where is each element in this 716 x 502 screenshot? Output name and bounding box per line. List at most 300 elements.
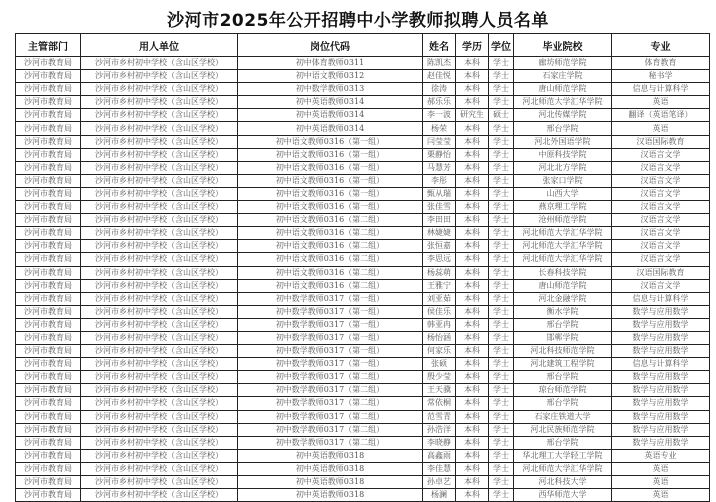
education-cell: 本科 [456,187,489,200]
education-cell: 本科 [456,148,489,161]
department-cell: 沙河市教育局 [16,476,81,489]
name-cell: 张佳雪 [423,201,456,214]
table-row [16,122,710,135]
education-cell: 本科 [456,201,489,214]
education-cell: 本科 [456,214,489,227]
degree-cell: 学士 [489,279,514,292]
table-row [16,161,710,174]
employer-cell: 沙河市乡村初中学校（含山区学校） [81,70,238,83]
department-cell: 沙河市教育局 [16,279,81,292]
candidate-table [15,33,710,502]
school-cell: 河北师范大学汇华学院 [514,253,612,266]
school-cell: 河北建筑工程学院 [514,358,612,371]
table-row [16,331,710,344]
position-code-cell: 初中语文教师0316（第一组） [238,187,423,200]
table-row [16,410,710,423]
major-cell: 数学与应用数学 [612,345,710,358]
employer-cell: 沙河市乡村初中学校（含山区学校） [81,279,238,292]
education-cell: 本科 [456,253,489,266]
position-code-cell: 初中数学教师0313 [238,83,423,96]
degree-cell: 学士 [489,96,514,109]
position-code-cell: 初中英语教师0318 [238,489,423,502]
name-cell: 栗静怡 [423,148,456,161]
employer-cell: 沙河市乡村初中学校（含山区学校） [81,305,238,318]
degree-cell: 学士 [489,358,514,371]
education-cell: 本科 [456,423,489,436]
degree-cell: 学士 [489,253,514,266]
header-major: 专业 [612,34,710,57]
degree-cell: 学士 [489,122,514,135]
department-cell: 沙河市教育局 [16,57,81,70]
school-cell: 河北师范大学汇华学院 [514,240,612,253]
employer-cell: 沙河市乡村初中学校（含山区学校） [81,318,238,331]
table-row [16,384,710,397]
degree-cell: 学士 [489,397,514,410]
position-code-cell: 初中数学教师0317（第一组） [238,292,423,305]
employer-cell: 沙河市乡村初中学校（含山区学校） [81,410,238,423]
education-cell: 本科 [456,161,489,174]
education-cell: 本科 [456,240,489,253]
position-code-cell: 初中语文教师0316（第一组） [238,174,423,187]
name-cell: 李思远 [423,253,456,266]
major-cell: 信息与计算科学 [612,358,710,371]
department-cell: 沙河市教育局 [16,187,81,200]
employer-cell: 沙河市乡村初中学校（含山区学校） [81,187,238,200]
degree-cell: 学士 [489,436,514,449]
education-cell: 本科 [456,227,489,240]
department-cell: 沙河市教育局 [16,436,81,449]
degree-cell: 学士 [489,214,514,227]
department-cell: 沙河市教育局 [16,240,81,253]
table-row [16,423,710,436]
education-cell: 本科 [456,345,489,358]
major-cell: 汉语言文学 [612,279,710,292]
name-cell: 李佳慧 [423,462,456,475]
education-cell: 本科 [456,436,489,449]
school-cell: 石家庄铁道大学 [514,410,612,423]
degree-cell: 学士 [489,462,514,475]
school-cell: 沧州师范学院 [514,214,612,227]
school-cell: 唐山师范学院 [514,83,612,96]
table-row [16,292,710,305]
name-cell: 赵佳悦 [423,70,456,83]
table-row [16,371,710,384]
major-cell: 英语 [612,96,710,109]
degree-cell: 学士 [489,449,514,462]
education-cell: 本科 [456,279,489,292]
header-education: 学历 [456,34,489,57]
education-cell: 本科 [456,174,489,187]
name-cell: 闫莹莹 [423,135,456,148]
name-cell: 侯佳乐 [423,305,456,318]
school-cell: 河北师范大学汇华学院 [514,227,612,240]
table-row [16,83,710,96]
department-cell: 沙河市教育局 [16,318,81,331]
department-cell: 沙河市教育局 [16,384,81,397]
department-cell: 沙河市教育局 [16,148,81,161]
degree-cell: 学士 [489,135,514,148]
employer-cell: 沙河市乡村初中学校（含山区学校） [81,462,238,475]
employer-cell: 沙河市乡村初中学校（含山区学校） [81,489,238,502]
degree-cell: 学士 [489,148,514,161]
table-row [16,397,710,410]
department-cell: 沙河市教育局 [16,410,81,423]
employer-cell: 沙河市乡村初中学校（含山区学校） [81,201,238,214]
name-cell: 张恒嘉 [423,240,456,253]
degree-cell: 学士 [489,318,514,331]
position-code-cell: 初中语文教师0316（第一组） [238,135,423,148]
school-cell: 邢台学院 [514,318,612,331]
education-cell: 本科 [456,83,489,96]
table-row [16,305,710,318]
table-header-row [16,34,710,57]
education-cell: 本科 [456,476,489,489]
name-cell: 王雅宁 [423,279,456,292]
major-cell: 汉语言文学 [612,240,710,253]
employer-cell: 沙河市乡村初中学校（含山区学校） [81,331,238,344]
school-cell: 河北科技师范学院 [514,345,612,358]
position-code-cell: 初中语文教师0316（第一组） [238,161,423,174]
education-cell: 本科 [456,449,489,462]
degree-cell: 学士 [489,371,514,384]
table-row [16,462,710,475]
school-cell: 华北理工大学轻工学院 [514,449,612,462]
school-cell: 河北金融学院 [514,292,612,305]
department-cell: 沙河市教育局 [16,371,81,384]
table-row [16,240,710,253]
table-row [16,187,710,200]
department-cell: 沙河市教育局 [16,135,81,148]
school-cell: 邢台学院 [514,371,612,384]
header-employer: 用人单位 [81,34,238,57]
degree-cell: 学士 [489,240,514,253]
major-cell: 数学与应用数学 [612,331,710,344]
degree-cell: 学士 [489,384,514,397]
education-cell: 本科 [456,135,489,148]
degree-cell: 学士 [489,70,514,83]
education-cell: 本科 [456,318,489,331]
department-cell: 沙河市教育局 [16,122,81,135]
table-row [16,57,710,70]
employer-cell: 沙河市乡村初中学校（含山区学校） [81,109,238,122]
major-cell: 汉语言文学 [612,201,710,214]
position-code-cell: 初中语文教师0316（第二组） [238,253,423,266]
employer-cell: 沙河市乡村初中学校（含山区学校） [81,83,238,96]
major-cell: 数学与应用数学 [612,318,710,331]
employer-cell: 沙河市乡村初中学校（含山区学校） [81,397,238,410]
major-cell: 数学与应用数学 [612,410,710,423]
name-cell: 张硕 [423,358,456,371]
name-cell: 甄从瑞 [423,187,456,200]
degree-cell: 学士 [489,410,514,423]
education-cell: 本科 [456,292,489,305]
name-cell: 李一波 [423,109,456,122]
school-cell: 燕京理工学院 [514,201,612,214]
department-cell: 沙河市教育局 [16,227,81,240]
degree-cell: 学士 [489,174,514,187]
position-code-cell: 初中数学教师0317（第一组） [238,318,423,331]
education-cell: 本科 [456,489,489,502]
department-cell: 沙河市教育局 [16,83,81,96]
position-code-cell: 初中语文教师0316（第一组） [238,201,423,214]
school-cell: 石家庄学院 [514,70,612,83]
department-cell: 沙河市教育局 [16,345,81,358]
table-row [16,96,710,109]
employer-cell: 沙河市乡村初中学校（含山区学校） [81,292,238,305]
major-cell: 信息与计算科学 [612,292,710,305]
position-code-cell: 初中数学教师0317（第二组） [238,410,423,423]
table-row [16,345,710,358]
education-cell: 研究生 [456,109,489,122]
department-cell: 沙河市教育局 [16,266,81,279]
employer-cell: 沙河市乡村初中学校（含山区学校） [81,174,238,187]
table-row [16,227,710,240]
table-row [16,266,710,279]
employer-cell: 沙河市乡村初中学校（含山区学校） [81,148,238,161]
degree-cell: 学士 [489,201,514,214]
name-cell: 陈凯杰 [423,57,456,70]
position-code-cell: 初中语文教师0316（第二组） [238,266,423,279]
name-cell: 韩亚冉 [423,318,456,331]
school-cell: 河北北方学院 [514,161,612,174]
name-cell: 孙卓艺 [423,476,456,489]
table-row [16,358,710,371]
position-code-cell: 初中数学教师0317（第二组） [238,371,423,384]
education-cell: 本科 [456,266,489,279]
education-cell: 本科 [456,331,489,344]
name-cell: 何家乐 [423,345,456,358]
school-cell: 张家口学院 [514,174,612,187]
major-cell: 数学与应用数学 [612,397,710,410]
major-cell: 汉语言文学 [612,253,710,266]
employer-cell: 沙河市乡村初中学校（含山区学校） [81,135,238,148]
education-cell: 本科 [456,122,489,135]
school-cell: 廊坊师范学院 [514,57,612,70]
department-cell: 沙河市教育局 [16,449,81,462]
position-code-cell: 初中数学教师0317（第二组） [238,423,423,436]
header-name: 姓名 [423,34,456,57]
table-row [16,476,710,489]
name-cell: 杨蕊萌 [423,266,456,279]
name-cell: 马慧芳 [423,161,456,174]
employer-cell: 沙河市乡村初中学校（含山区学校） [81,449,238,462]
position-code-cell: 初中英语教师0314 [238,109,423,122]
table-body [16,57,710,502]
major-cell: 数学与应用数学 [612,305,710,318]
degree-cell: 学士 [489,345,514,358]
employer-cell: 沙河市乡村初中学校（含山区学校） [81,253,238,266]
education-cell: 本科 [456,358,489,371]
school-cell: 河北外国语学院 [514,135,612,148]
position-code-cell: 初中英语教师0314 [238,96,423,109]
education-cell: 本科 [456,462,489,475]
employer-cell: 沙河市乡村初中学校（含山区学校） [81,122,238,135]
major-cell: 数学与应用数学 [612,371,710,384]
name-cell: 殷少莹 [423,371,456,384]
table-row [16,135,710,148]
employer-cell: 沙河市乡村初中学校（含山区学校） [81,161,238,174]
school-cell: 邢台学院 [514,397,612,410]
name-cell: 杨怡涵 [423,331,456,344]
position-code-cell: 初中语文教师0316（第二组） [238,279,423,292]
employer-cell: 沙河市乡村初中学校（含山区学校） [81,240,238,253]
table-row [16,70,710,83]
name-cell: 高鑫雨 [423,449,456,462]
degree-cell: 学士 [489,489,514,502]
department-cell: 沙河市教育局 [16,174,81,187]
department-cell: 沙河市教育局 [16,201,81,214]
degree-cell: 学士 [489,476,514,489]
school-cell: 河北师范大学汇华学院 [514,462,612,475]
education-cell: 本科 [456,410,489,423]
employer-cell: 沙河市乡村初中学校（含山区学校） [81,384,238,397]
position-code-cell: 初中数学教师0317（第二组） [238,384,423,397]
position-code-cell: 初中语文教师0312 [238,70,423,83]
major-cell: 体育教育 [612,57,710,70]
name-cell: 杨荣 [423,122,456,135]
school-cell: 邢台学院 [514,122,612,135]
department-cell: 沙河市教育局 [16,358,81,371]
name-cell: 王天骥 [423,384,456,397]
degree-cell: 学士 [489,423,514,436]
table-row [16,449,710,462]
education-cell: 本科 [456,70,489,83]
major-cell: 汉语国际教育 [612,135,710,148]
name-cell: 常依桐 [423,397,456,410]
header-department: 主管部门 [16,34,81,57]
major-cell: 汉语言文学 [612,227,710,240]
major-cell: 数学与应用数学 [612,423,710,436]
department-cell: 沙河市教育局 [16,96,81,109]
position-code-cell: 初中语文教师0316（第二组） [238,227,423,240]
education-cell: 本科 [456,371,489,384]
degree-cell: 学士 [489,187,514,200]
school-cell: 河北师范大学汇华学院 [514,96,612,109]
name-cell: 林婕婕 [423,227,456,240]
header-school: 毕业院校 [514,34,612,57]
school-cell: 琼台师范学院 [514,384,612,397]
degree-cell: 学士 [489,83,514,96]
school-cell: 西华师范大学 [514,489,612,502]
name-cell: 刘亚茹 [423,292,456,305]
table-row [16,253,710,266]
major-cell: 英语专业 [612,449,710,462]
position-code-cell: 初中英语教师0318 [238,476,423,489]
degree-cell: 学士 [489,57,514,70]
major-cell: 数学与应用数学 [612,384,710,397]
school-cell: 唐山师范学院 [514,279,612,292]
degree-cell: 学士 [489,305,514,318]
header-position-code: 岗位代码 [238,34,423,57]
department-cell: 沙河市教育局 [16,423,81,436]
header-degree: 学位 [489,34,514,57]
table-row [16,109,710,122]
department-cell: 沙河市教育局 [16,70,81,83]
major-cell: 汉语言文学 [612,187,710,200]
degree-cell: 学士 [489,266,514,279]
table-row [16,148,710,161]
department-cell: 沙河市教育局 [16,253,81,266]
major-cell: 汉语言文学 [612,174,710,187]
major-cell: 英语 [612,476,710,489]
degree-cell: 学士 [489,161,514,174]
table-row [16,201,710,214]
department-cell: 沙河市教育局 [16,305,81,318]
position-code-cell: 初中数学教师0317（第二组） [238,397,423,410]
major-cell: 汉语国际教育 [612,266,710,279]
table-row [16,436,710,449]
position-code-cell: 初中数学教师0317（第一组） [238,331,423,344]
position-code-cell: 初中数学教师0317（第一组） [238,358,423,371]
table-row [16,214,710,227]
department-cell: 沙河市教育局 [16,462,81,475]
major-cell: 信息与计算科学 [612,83,710,96]
employer-cell: 沙河市乡村初中学校（含山区学校） [81,371,238,384]
major-cell: 英语 [612,462,710,475]
employer-cell: 沙河市乡村初中学校（含山区学校） [81,423,238,436]
position-code-cell: 初中英语教师0318 [238,449,423,462]
position-code-cell: 初中数学教师0317（第一组） [238,305,423,318]
school-cell: 中原科技学院 [514,148,612,161]
name-cell: 徐涛 [423,83,456,96]
employer-cell: 沙河市乡村初中学校（含山区学校） [81,227,238,240]
major-cell: 数学与应用数学 [612,436,710,449]
school-cell: 长春科技学院 [514,266,612,279]
name-cell: 郝乐乐 [423,96,456,109]
table-row [16,318,710,331]
major-cell: 汉语言文学 [612,161,710,174]
name-cell: 孙浩洋 [423,423,456,436]
employer-cell: 沙河市乡村初中学校（含山区学校） [81,96,238,109]
school-cell: 邢台学院 [514,436,612,449]
employer-cell: 沙河市乡村初中学校（含山区学校） [81,358,238,371]
department-cell: 沙河市教育局 [16,161,81,174]
position-code-cell: 初中英语教师0314 [238,122,423,135]
major-cell: 英语 [612,489,710,502]
position-code-cell: 初中英语教师0318 [238,462,423,475]
degree-cell: 学士 [489,292,514,305]
department-cell: 沙河市教育局 [16,109,81,122]
major-cell: 翻译（英语笔译） [612,109,710,122]
school-cell: 山西大学 [514,187,612,200]
education-cell: 本科 [456,397,489,410]
employer-cell: 沙河市乡村初中学校（含山区学校） [81,345,238,358]
employer-cell: 沙河市乡村初中学校（含山区学校） [81,436,238,449]
school-cell: 河北民族师范学院 [514,423,612,436]
education-cell: 本科 [456,384,489,397]
position-code-cell: 初中数学教师0317（第一组） [238,345,423,358]
department-cell: 沙河市教育局 [16,292,81,305]
position-code-cell: 初中数学教师0317（第二组） [238,436,423,449]
major-cell: 秘书学 [612,70,710,83]
education-cell: 本科 [456,57,489,70]
degree-cell: 学士 [489,227,514,240]
page-title: 沙河市2025年公开招聘中小学教师拟聘人员名单 [167,11,549,31]
position-code-cell: 初中语文教师0316（第二组） [238,240,423,253]
table-row [16,174,710,187]
education-cell: 本科 [456,305,489,318]
name-cell: 李彤 [423,174,456,187]
degree-cell: 硕士 [489,109,514,122]
name-cell: 范雪青 [423,410,456,423]
position-code-cell: 初中体育教师0311 [238,57,423,70]
employer-cell: 沙河市乡村初中学校（含山区学校） [81,476,238,489]
name-cell: 李晓静 [423,436,456,449]
employer-cell: 沙河市乡村初中学校（含山区学校） [81,266,238,279]
position-code-cell: 初中语文教师0316（第一组） [238,148,423,161]
department-cell: 沙河市教育局 [16,397,81,410]
position-code-cell: 初中语文教师0316（第二组） [238,214,423,227]
